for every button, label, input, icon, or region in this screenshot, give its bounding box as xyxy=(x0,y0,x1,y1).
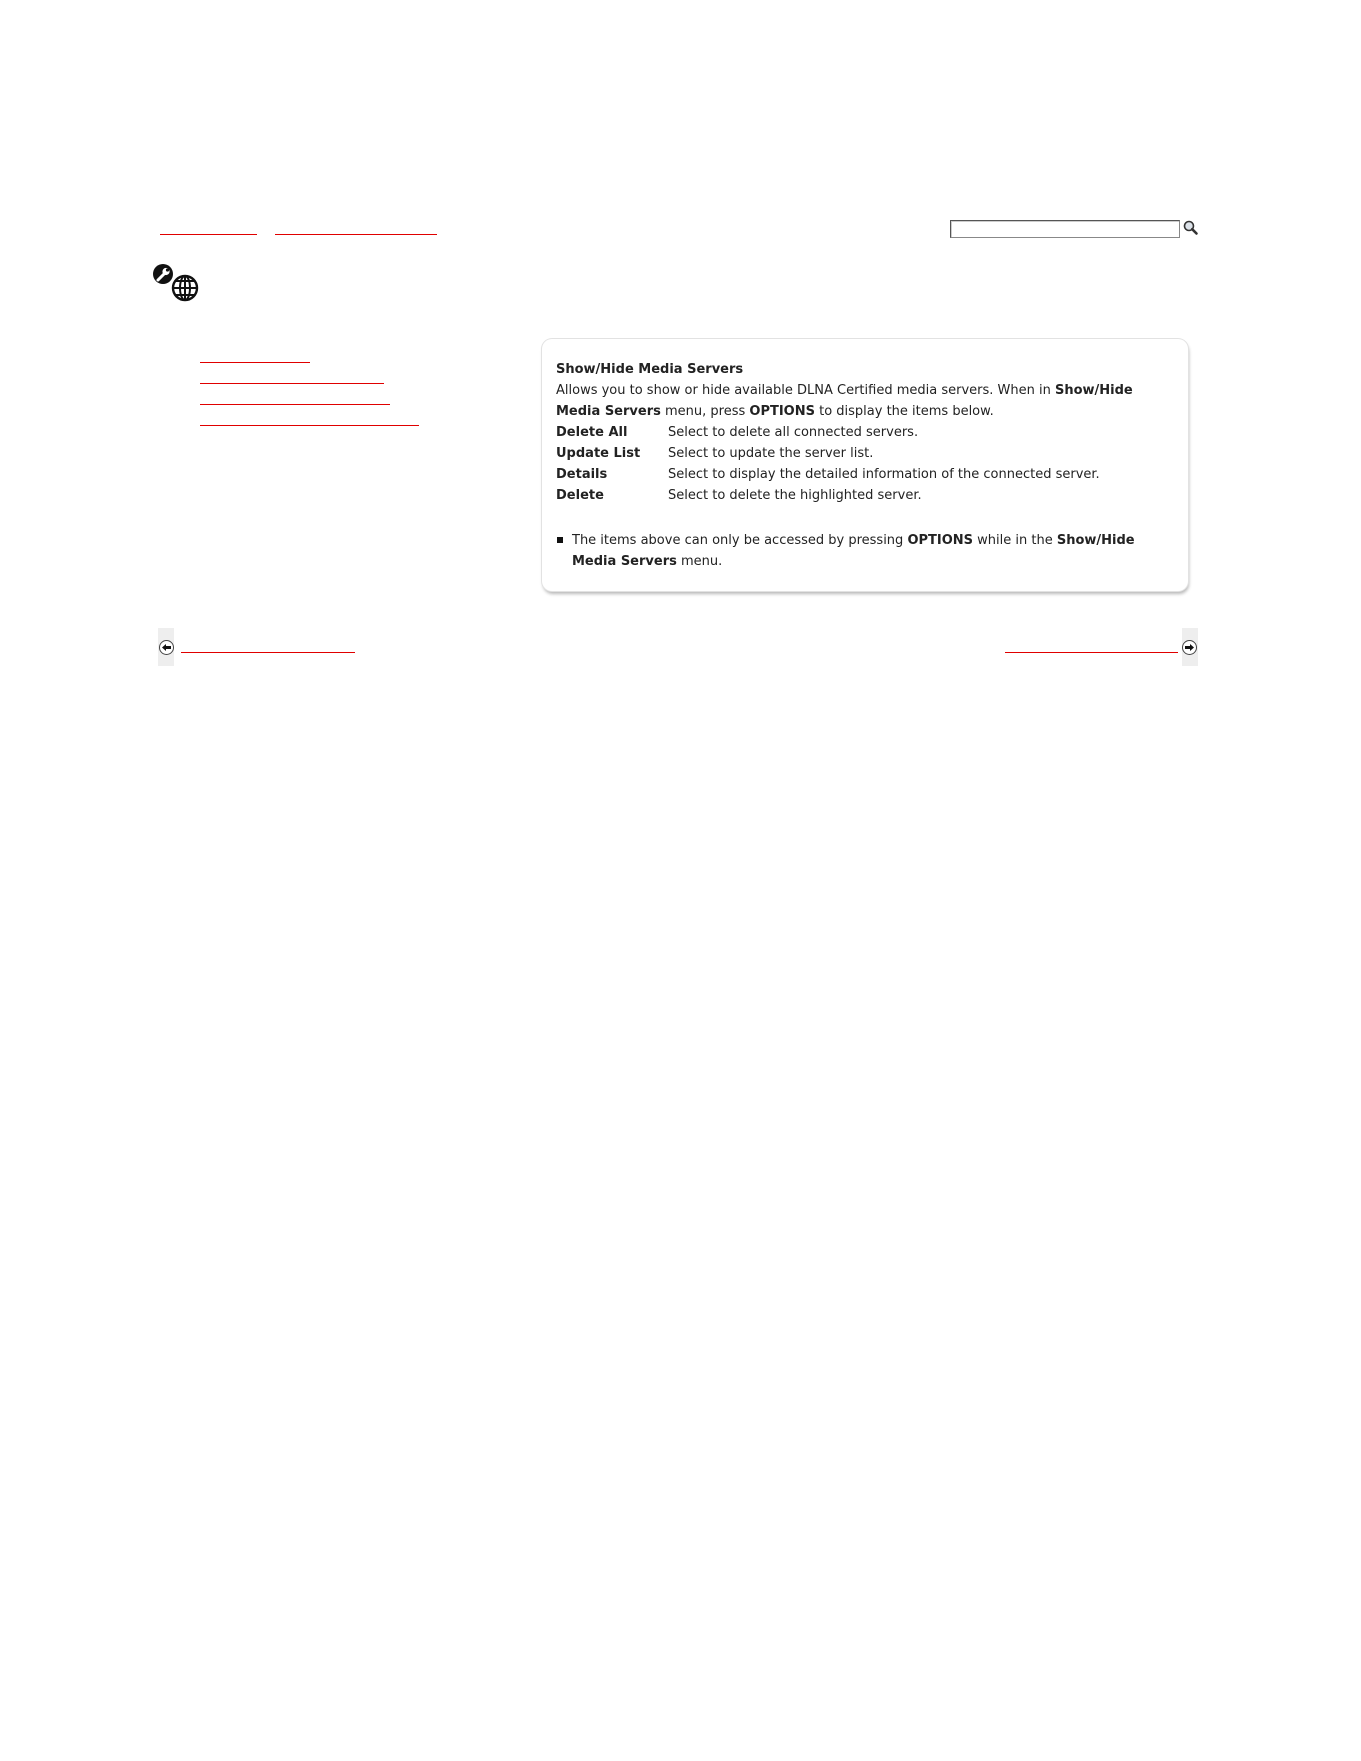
arrow-left-icon xyxy=(159,640,174,655)
next-nav[interactable] xyxy=(1182,628,1198,666)
option-desc: Select to delete the highlighted server. xyxy=(668,488,922,503)
intro-bold: OPTIONS xyxy=(749,404,815,419)
option-term: Delete xyxy=(556,488,604,503)
search-button[interactable] xyxy=(1182,219,1200,237)
note-text: The items above can only be accessed by pressing xyxy=(572,533,908,548)
content-title: Show/Hide Media Servers xyxy=(556,362,744,377)
intro-text: menu, press xyxy=(660,404,750,419)
content-box xyxy=(542,339,1188,591)
option-row xyxy=(556,443,1174,464)
option-desc: Select to delete all connected servers. xyxy=(668,425,919,440)
option-term: Details xyxy=(556,467,608,482)
intro-text: to display the items below. xyxy=(814,404,994,419)
intro-bold: Show/Hide xyxy=(1054,383,1133,398)
note-text: while in the xyxy=(973,533,1057,548)
option-row xyxy=(556,464,1174,485)
note xyxy=(556,530,1174,572)
option-row xyxy=(556,422,1174,443)
prev-nav[interactable] xyxy=(158,628,174,666)
note-bold: Media Servers xyxy=(572,554,677,569)
search-icon xyxy=(1182,219,1200,237)
option-term: Delete All xyxy=(556,425,628,440)
intro-line-1 xyxy=(556,380,1174,401)
breadcrumb-link-2[interactable] xyxy=(275,234,437,235)
note-bold: Show/Hide xyxy=(1056,533,1135,548)
arrow-right-icon xyxy=(1182,640,1197,655)
option-desc: Select to display the detailed information of the connected server. xyxy=(668,467,1100,482)
note-line-2 xyxy=(572,551,1174,572)
sidebar-link-3[interactable] xyxy=(200,404,390,405)
bullet-icon xyxy=(557,537,563,543)
option-term: Update List xyxy=(556,446,641,461)
option-row xyxy=(556,485,1174,506)
breadcrumb-link-1[interactable] xyxy=(160,234,257,235)
sidebar-link-4[interactable] xyxy=(200,425,419,426)
next-link[interactable] xyxy=(1005,652,1178,653)
search-input[interactable] xyxy=(950,220,1180,238)
intro-bold: Media Servers xyxy=(556,404,661,419)
prev-link[interactable] xyxy=(181,652,355,653)
settings-network-icon xyxy=(152,264,202,304)
intro-line-2 xyxy=(556,401,1174,422)
sidebar-link-1[interactable] xyxy=(200,362,310,363)
intro-text: Allows you to show or hide available DLNA Certified media servers. When in xyxy=(556,383,1055,398)
sidebar-link-2[interactable] xyxy=(200,383,384,384)
note-line-1 xyxy=(572,530,1174,551)
note-bold: OPTIONS xyxy=(907,533,974,548)
note-text: menu. xyxy=(676,554,723,569)
option-desc: Select to update the server list. xyxy=(668,446,874,461)
